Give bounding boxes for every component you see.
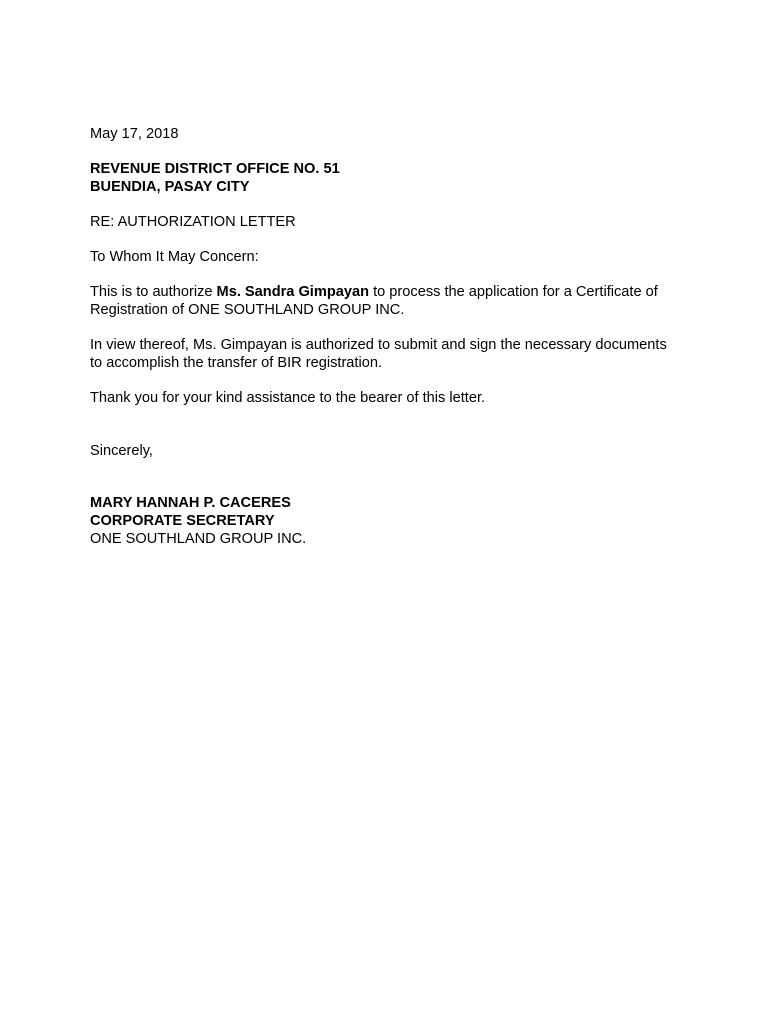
letter-date: May 17, 2018	[90, 126, 179, 142]
authorization-letter	[90, 125, 690, 548]
recipient-block	[90, 160, 690, 196]
authorization-paragraph-line1	[90, 283, 690, 301]
recipient-address: BUENDIA, PASAY CITY	[90, 179, 250, 195]
authorization-text-post: to process the application for a Certificate of	[369, 284, 658, 300]
thanks-line: Thank you for your kind assistance to the bearer of this letter.	[90, 390, 486, 406]
authorized-person-name: Ms. Sandra Gimpayan	[216, 284, 370, 300]
scope-paragraph-line2: to accomplish the transfer of BIR registration.	[90, 355, 383, 371]
authorization-text-pre: This is to authorize	[90, 284, 217, 300]
scope-paragraph-line1: In view thereof, Ms. Gimpayan is authorized to submit and sign the necessary documents	[90, 337, 667, 353]
authorization-paragraph	[90, 283, 690, 319]
salutation: To Whom It May Concern:	[90, 249, 259, 265]
scope-paragraph	[90, 336, 690, 372]
signatory-company: ONE SOUTHLAND GROUP INC.	[90, 531, 307, 547]
signatory-title: CORPORATE SECRETARY	[90, 513, 275, 529]
signature-block	[90, 494, 690, 548]
signatory-name: MARY HANNAH P. CACERES	[90, 495, 291, 511]
closing: Sincerely,	[90, 443, 153, 459]
authorization-paragraph-line2: Registration of ONE SOUTHLAND GROUP INC.	[90, 302, 405, 318]
subject-line: RE: AUTHORIZATION LETTER	[90, 214, 296, 230]
recipient-office: REVENUE DISTRICT OFFICE NO. 51	[90, 161, 340, 177]
